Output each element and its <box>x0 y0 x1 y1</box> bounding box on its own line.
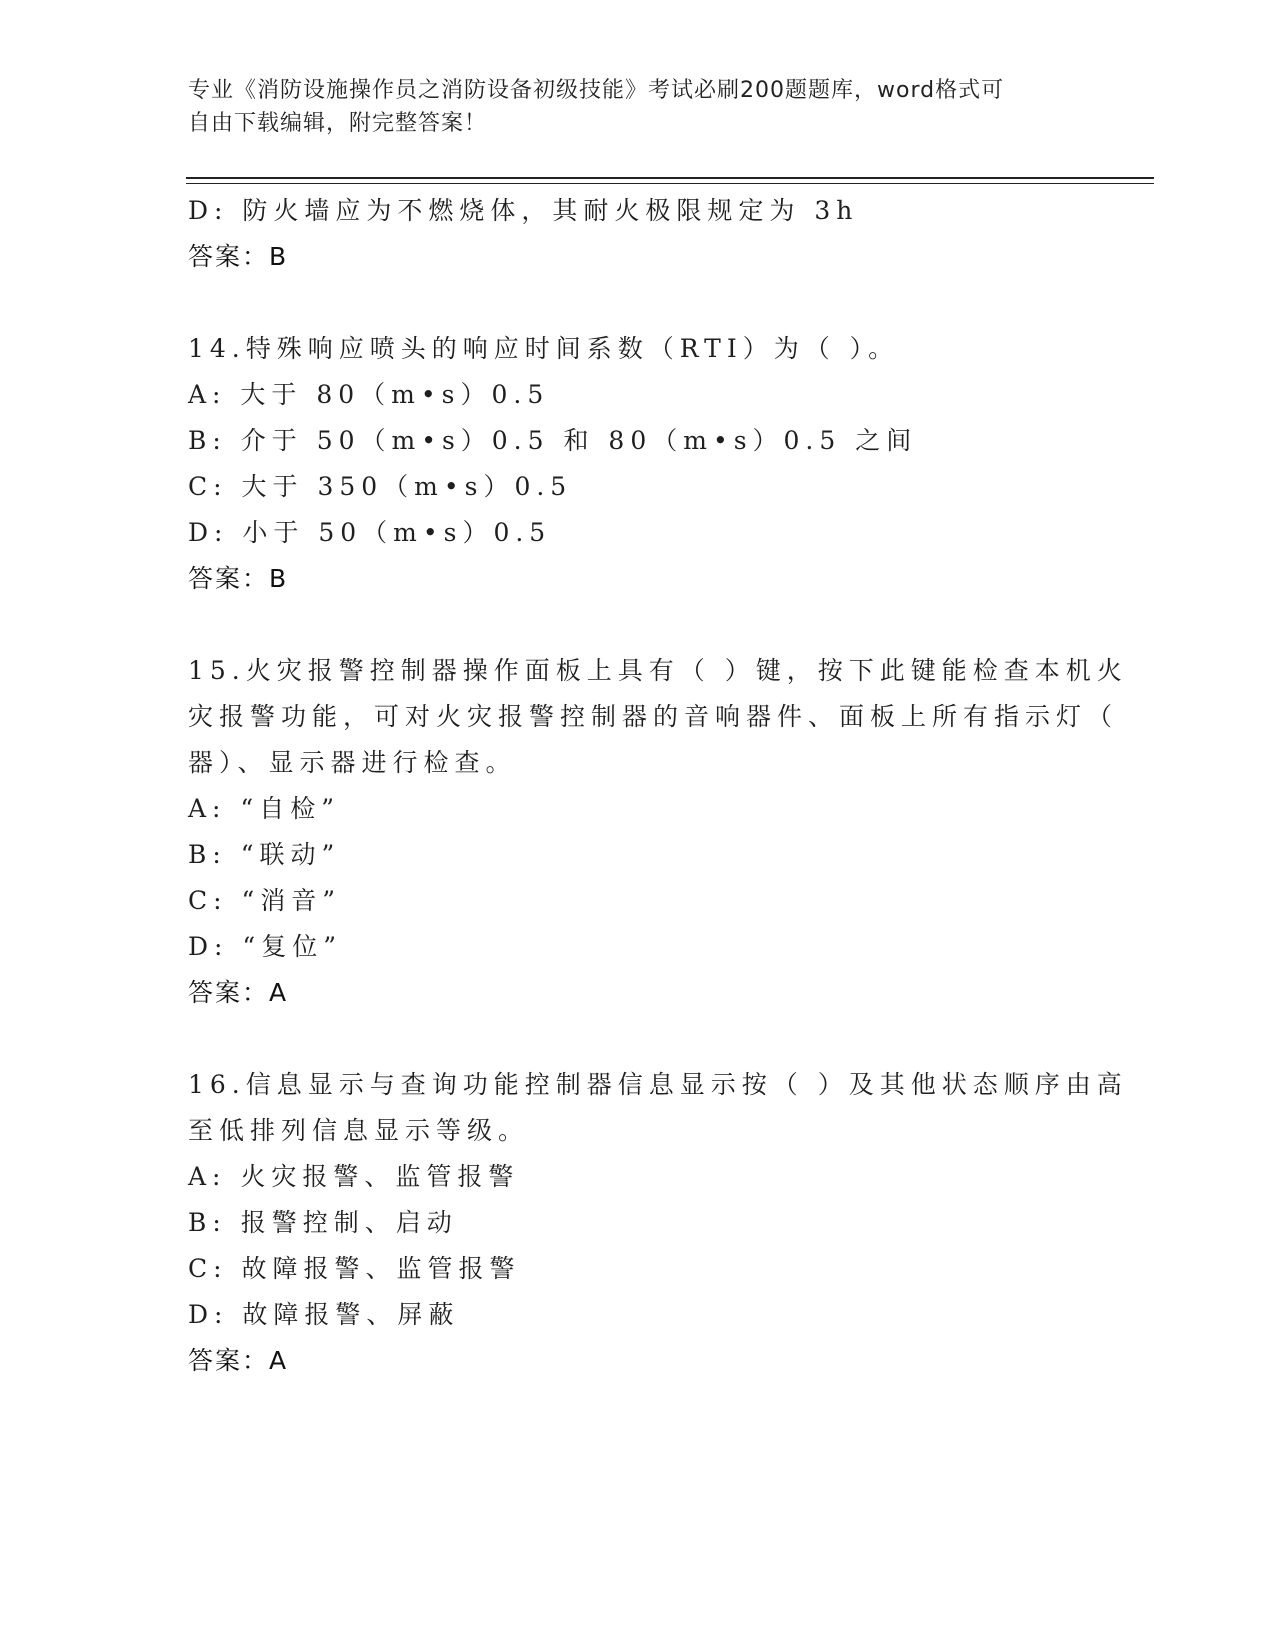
option-b: B: 报警控制、启动 <box>188 1208 458 1237</box>
question-list <box>188 188 1128 1384</box>
option-c: C: 故障报警、监管报警 <box>188 1254 521 1283</box>
option-c: C: 大于 350（m•s）0.5 <box>188 472 573 501</box>
option-d: D: 小于 50（m•s）0.5 <box>188 518 552 547</box>
spacer <box>188 602 1088 648</box>
option-a: A: 大于 80（m•s）0.5 <box>188 380 550 409</box>
option-b: B: “联动” <box>188 840 341 869</box>
header-line-2: 自由下载编辑，附完整答案！ <box>188 111 488 136</box>
question-stem-line-2: 至低排列信息显示等级。 <box>188 1116 530 1145</box>
question-stem: 14.特殊响应喷头的响应时间系数（RTI）为（ ）。 <box>188 334 900 363</box>
answer-label: 答案：A <box>188 1346 289 1375</box>
option-d: D: 防火墙应为不燃烧体，其耐火极限规定为 3h <box>188 196 859 225</box>
question-15 <box>188 648 1128 1016</box>
header-divider-thin <box>186 183 1154 184</box>
option-d: D: “复位” <box>188 932 342 961</box>
option-c: C: “消音” <box>188 886 342 915</box>
option-a: A: “自检” <box>188 794 340 823</box>
question-16 <box>188 1062 1128 1384</box>
question-13-continued <box>188 188 1088 280</box>
question-stem-line-3: 器）、显示器进行检查。 <box>188 748 517 777</box>
header-line-1: 专业《消防设施操作员之消防设备初级技能》考试必刷200题题库，word格式可 <box>188 78 1005 103</box>
answer-label: 答案：A <box>188 978 289 1007</box>
header-divider-thick <box>186 177 1154 179</box>
spacer <box>188 280 1088 326</box>
question-14 <box>188 326 1088 602</box>
document-header <box>188 74 1068 140</box>
option-b: B: 介于 50（m•s）0.5 和 80（m•s）0.5 之间 <box>188 426 918 455</box>
question-stem-line-2: 灾报警功能，可对火灾报警控制器的音响器件、面板上所有指示灯（ <box>188 702 1119 731</box>
spacer <box>188 1016 1088 1062</box>
answer-label: 答案：B <box>188 242 289 271</box>
answer-label: 答案：B <box>188 564 289 593</box>
option-d: D: 故障报警、屏蔽 <box>188 1300 460 1329</box>
option-a: A: 火灾报警、监管报警 <box>188 1162 520 1191</box>
question-stem-line-1: 16.信息显示与查询功能控制器信息显示按（ ）及其他状态顺序由高 <box>188 1070 1128 1099</box>
question-stem-line-1: 15.火灾报警控制器操作面板上具有（ ）键，按下此键能检查本机火 <box>188 656 1128 685</box>
